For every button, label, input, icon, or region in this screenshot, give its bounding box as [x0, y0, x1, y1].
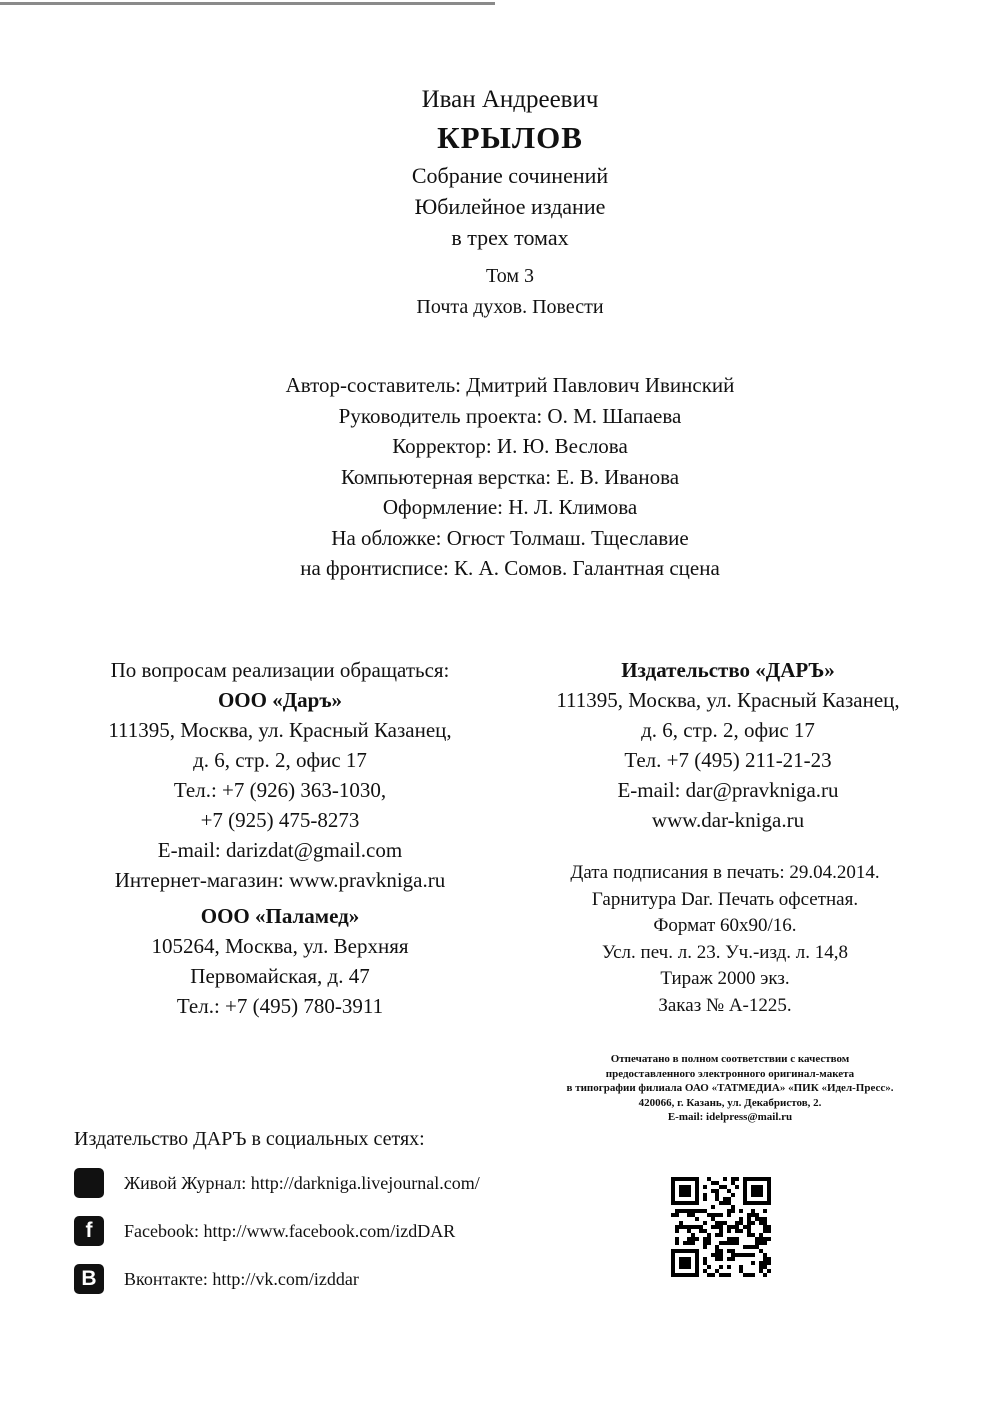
printer-info	[530, 1052, 930, 1125]
social-link: Живой Журнал: http://darkniga.livejournal.com/	[124, 1172, 480, 1193]
printer-line: Отпечатано в полном соответствии с качеством	[610, 1053, 850, 1065]
credit-line: На обложке: Огюст Толмаш. Тщеславие	[331, 525, 689, 550]
print-info	[525, 860, 925, 1019]
print-info-line: Гарнитура Dar. Печать офсетная.	[591, 888, 859, 910]
subtitle-line: Юбилейное издание	[414, 194, 606, 219]
dar-phone: Тел.: +7 (926) 363-1030,	[173, 778, 387, 802]
author-surname: КРЫЛОВ	[437, 120, 583, 155]
publisher-website: www.dar-kniga.ru	[651, 808, 805, 832]
credit-line: Оформление: Н. Л. Климова	[382, 495, 638, 519]
social-link: Вконтакте: http://vk.com/izddar	[124, 1268, 359, 1289]
social-link: Facebook: http://www.facebook.com/izdDAR	[124, 1220, 456, 1241]
volume-number: Том 3	[486, 265, 534, 287]
subtitle-line: Собрание сочинений	[411, 163, 609, 188]
credits-block	[0, 370, 995, 584]
credit-line: Компьютерная верстка: Е. В. Иванова	[340, 464, 680, 489]
printer-line: E-mail: idelpress@mail.ru	[667, 1111, 793, 1123]
printer-line: 420066, г. Казань, ул. Декабристов, 2.	[638, 1096, 822, 1109]
social-item-livejournal	[74, 1168, 480, 1198]
author-name: Иван Андреевич	[421, 86, 599, 113]
dar-company-name: ООО «Даръ»	[217, 688, 343, 712]
print-info-line: Усл. печ. л. 23. Уч.-изд. л. 14,8	[601, 941, 849, 963]
print-info-line: Заказ № А-1225.	[658, 994, 792, 1016]
dar-phone: +7 (925) 475-8273	[200, 808, 360, 832]
print-info-line: Дата подписания в печать: 29.04.2014.	[570, 862, 880, 883]
credit-line: Корректор: И. Ю. Веслова	[392, 434, 628, 458]
palamed-company-name: ООО «Паламед»	[200, 904, 360, 928]
facebook-icon: f	[74, 1216, 104, 1246]
volume-title: Почта духов. Повести	[416, 296, 604, 318]
publisher-address-line: 111395, Москва, ул. Красный Казанец,	[556, 688, 900, 712]
dar-address-line: д. 6, стр. 2, офис 17	[193, 748, 367, 772]
publisher-name: Издательство «ДАРЪ»	[621, 658, 835, 682]
publisher-contacts	[508, 655, 948, 835]
livejournal-icon	[74, 1168, 104, 1198]
printer-line: предоставленного электронного оригинал-макета	[605, 1067, 855, 1080]
palamed-address-line: 105264, Москва, ул. Верхняя	[151, 934, 409, 958]
palamed-phone: Тел.: +7 (495) 780-3911	[176, 994, 384, 1018]
dar-address-line: 111395, Москва, ул. Красный Казанец,	[108, 718, 452, 742]
credit-line: Автор-составитель: Дмитрий Павлович Ивинский	[285, 373, 735, 397]
dar-shop-link: Интернет-магазин: www.pravkniga.ru	[114, 868, 446, 892]
credit-line: Руководитель проекта: О. М. Шапаева	[338, 403, 682, 428]
social-heading: Издательство ДАРЪ в социальных сетях:	[74, 1128, 425, 1150]
vkontakte-icon: B	[74, 1264, 104, 1294]
printer-line: в типографии филиала ОАО «ТАТМЕДИА» «ПИК «Идел-Пресс».	[566, 1082, 894, 1094]
dar-email: E-mail: darizdat@gmail.com	[157, 838, 403, 862]
subtitle-line: в трех томах	[451, 225, 569, 250]
qr-code-icon	[671, 1177, 771, 1277]
publisher-address-line: д. 6, стр. 2, офис 17	[641, 718, 815, 742]
credit-line: на фронтисписе: К. А. Сомов. Галантная сцена	[300, 556, 720, 580]
sales-contacts	[60, 655, 500, 1021]
print-info-line: Формат 60x90/16.	[653, 915, 797, 936]
print-info-line: Тираж 2000 экз.	[660, 968, 790, 989]
social-item-vkontakte	[74, 1264, 359, 1294]
sales-heading: По вопросам реализации обращаться:	[110, 658, 450, 682]
title-block	[0, 84, 995, 323]
social-item-facebook	[74, 1216, 455, 1246]
publisher-email: E-mail: dar@pravkniga.ru	[617, 778, 839, 802]
palamed-address-line: Первомайская, д. 47	[190, 964, 370, 988]
publisher-phone: Тел. +7 (495) 211-21-23	[624, 748, 832, 772]
scan-edge-line	[0, 2, 495, 5]
